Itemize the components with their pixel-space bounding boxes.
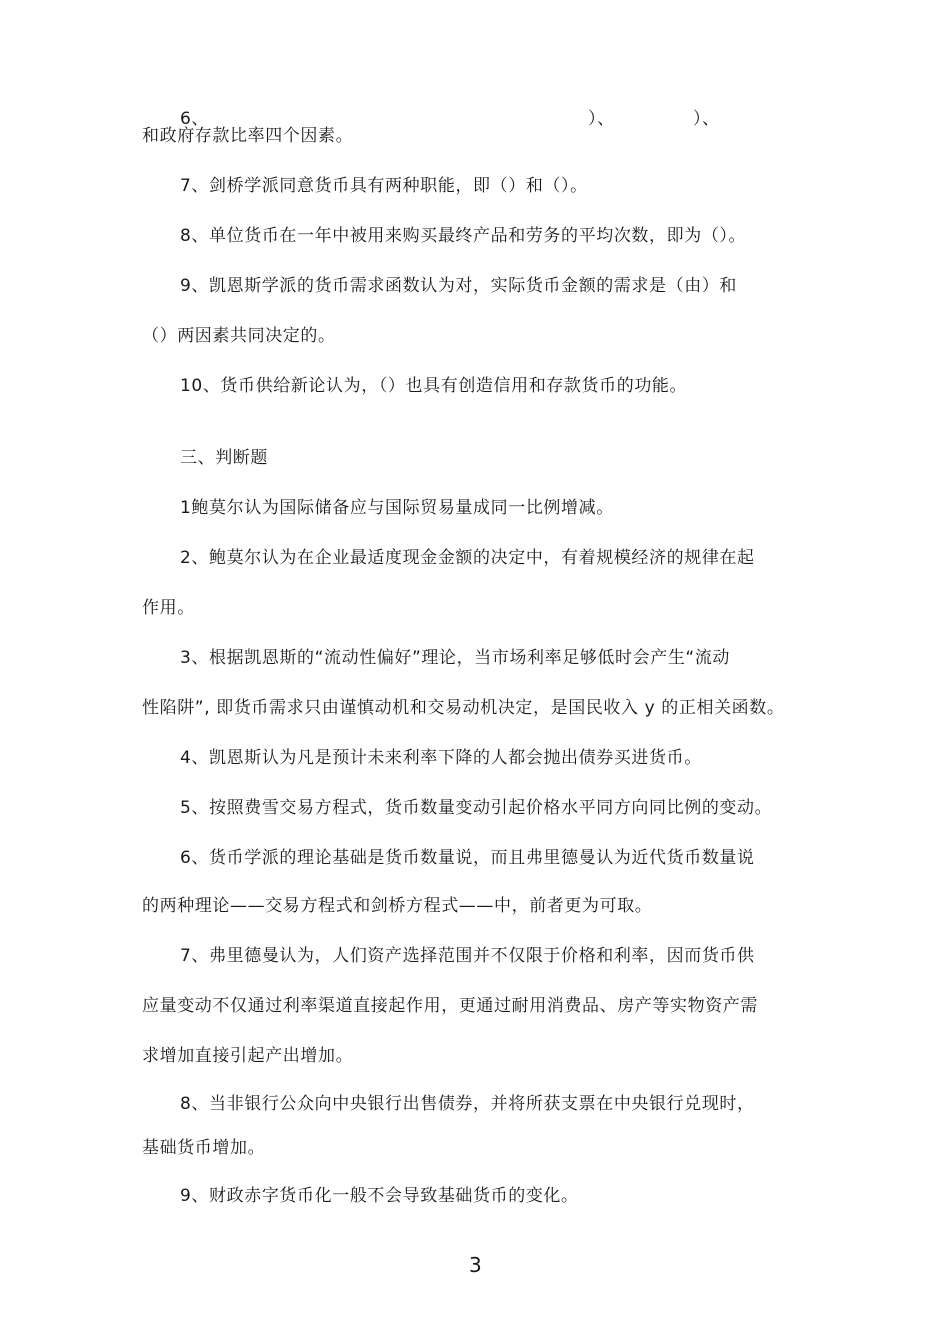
tf-item-1: 1鲍莫尔认为国际储备应与国际贸易量成同一比例增减。 [180, 498, 614, 518]
tf-item-6-line-2: 的两种理论——交易方程式和剑桥方程式——中，前者更为可取。 [142, 896, 653, 916]
tf-item-7-line-3: 求增加直接引起产出增加。 [142, 1046, 354, 1066]
q6-blank-1: ）、 [588, 109, 615, 129]
tf-item-7-line-2: 应量变动不仅通过利率渠道直接起作用，更通过耐用消费品、房产等实物资产需 [142, 996, 758, 1016]
tf-item-2-line-2: 作用。 [142, 598, 195, 618]
fill-in-q7: 7、剑桥学派同意货币具有两种职能，即（）和（）。 [180, 176, 588, 196]
q6-line-2: 和政府存款比率四个因素。 [142, 126, 354, 146]
fill-in-q10: 10、货币供给新论认为，（）也具有创造信用和存款货币的功能。 [180, 376, 688, 396]
tf-item-8-line-2: 基础货币增加。 [142, 1138, 266, 1158]
fill-in-q8: 8、单位货币在一年中被用来购买最终产品和劳务的平均次数，即为（）。 [180, 226, 747, 246]
tf-item-5: 5、按照费雪交易方程式，货币数量变动引起价格水平同方向同比例的变动。 [180, 798, 773, 818]
tf-item-2-line-1: 2、鲍莫尔认为在企业最适度现金金额的决定中，有着规模经济的规律在起 [180, 548, 755, 568]
page-number: 3 [469, 1253, 482, 1277]
q6-blank-2: ）、 [693, 109, 720, 129]
tf-item-9: 9、财政赤字货币化一般不会导致基础货币的变化。 [180, 1186, 579, 1206]
tf-item-3-line-2: 性陷阱”, 即货币需求只由谨慎动机和交易动机决定，是国民收入 y 的正相关函数。 [142, 698, 785, 718]
tf-item-7-line-1: 7、弗里德曼认为，人们资产选择范围并不仅限于价格和利率，因而货币供 [180, 946, 755, 966]
q6-number: 6、 [180, 109, 210, 129]
tf-item-6-line-1: 6、货币学派的理论基础是货币数量说，而且弗里德曼认为近代货币数量说 [180, 848, 755, 868]
tf-item-3-line-1: 3、根据凯恩斯的“流动性偏好”理论，当市场利率足够低时会产生“流动 [180, 648, 731, 668]
tf-item-8-line-1: 8、当非银行公众向中央银行出售债券，并将所获支票在中央银行兑现时， [180, 1094, 755, 1114]
fill-in-q9-line-2: （）两因素共同决定的。 [142, 326, 336, 346]
section-heading: 三、判断题 [180, 448, 268, 468]
tf-item-4: 4、凯恩斯认为凡是预计未来利率下降的人都会抛出债券买进货币。 [180, 748, 702, 768]
fill-in-q9-line-1: 9、凯恩斯学派的货币需求函数认为对，实际货币金额的需求是（由）和 [180, 276, 738, 296]
